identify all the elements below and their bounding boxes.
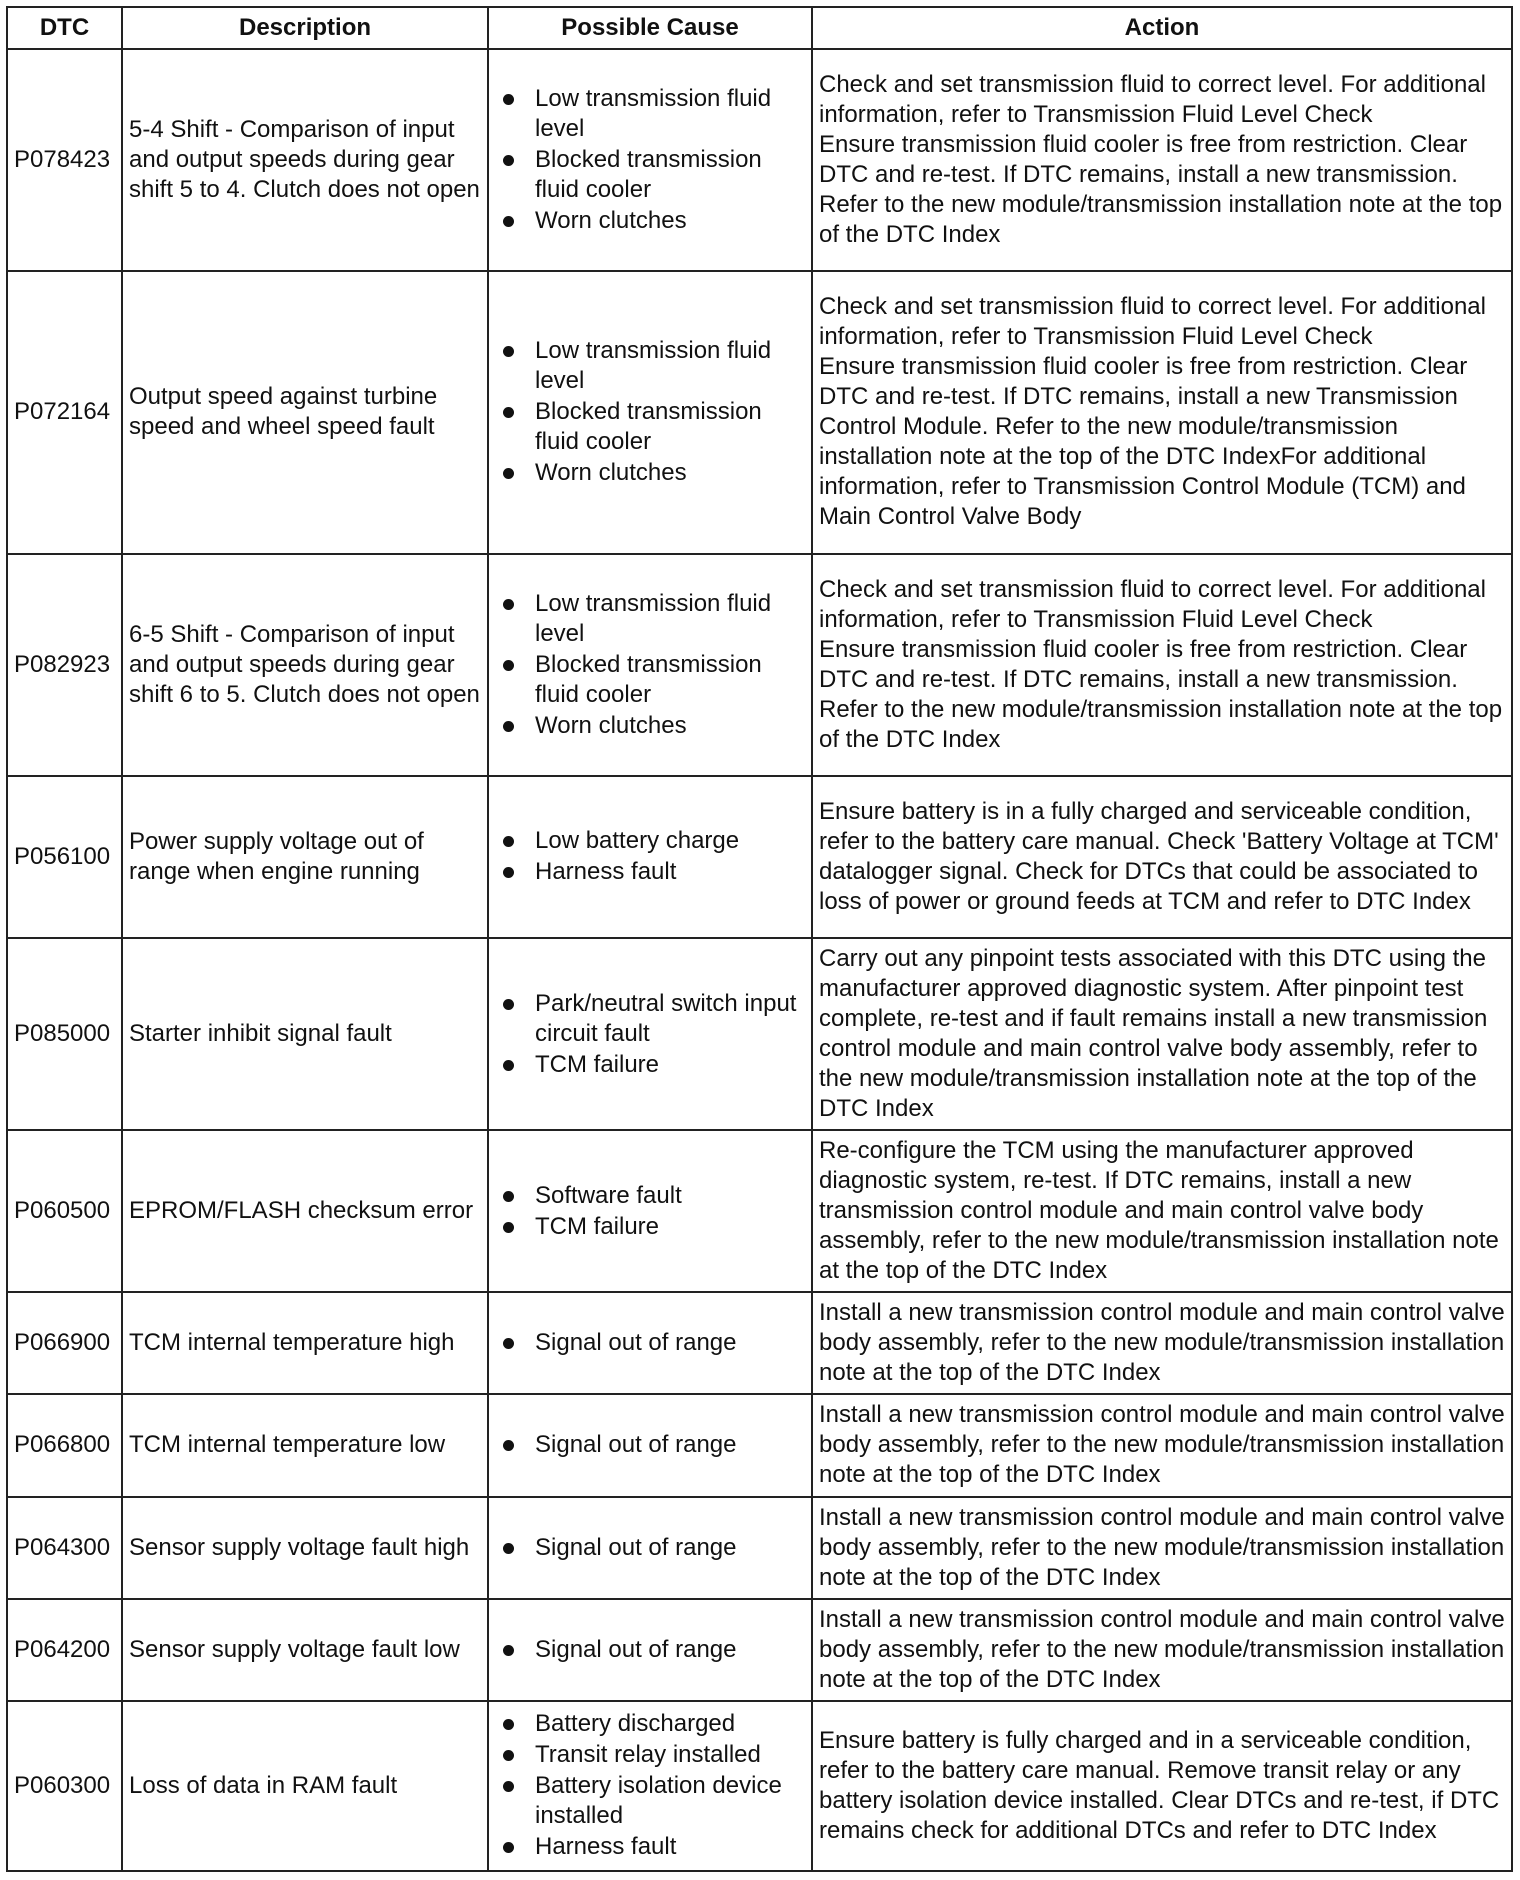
dtc-code: P085000 [7, 938, 122, 1130]
cause-item [535, 826, 805, 856]
table-row [7, 1130, 1512, 1292]
bullet-icon [503, 1440, 514, 1451]
cause-list [495, 1533, 805, 1563]
action-paragraph: Check and set transmission fluid to correct level. For additional information, refer to Transmission Fluid Level Check [819, 575, 1486, 633]
cause-list [495, 1709, 805, 1862]
bullet-icon [503, 155, 514, 166]
action-paragraph: Install a new transmission control module and main control valve body assembly, refer to the new module/transmission installation note at the top of the DTC Index [819, 1503, 1505, 1591]
bullet-icon [503, 660, 514, 671]
cause-text: Harness fault [535, 858, 677, 886]
bullet-icon [503, 999, 514, 1010]
bullet-icon [503, 1750, 514, 1761]
action-cell [812, 776, 1512, 938]
action-paragraph: Check and set transmission fluid to correct level. For additional information, refer to Transmission Fluid Level Check [819, 293, 1486, 351]
cause-text: Park/neutral switch input circuit fault [535, 989, 797, 1047]
header-action: Action [812, 7, 1512, 49]
cause-item [535, 989, 805, 1049]
cause-item [535, 145, 805, 205]
table-row [7, 49, 1512, 271]
bullet-icon [503, 1781, 514, 1792]
table-row [7, 1292, 1512, 1394]
dtc-code: P078423 [7, 49, 122, 271]
dtc-code: P060300 [7, 1701, 122, 1871]
dtc-code: P072164 [7, 271, 122, 553]
cause-text: TCM failure [535, 1050, 660, 1078]
cause-item [535, 650, 805, 710]
cause-item [535, 1832, 805, 1862]
possible-cause-cell [488, 1497, 812, 1599]
cause-text: Software fault [535, 1181, 682, 1209]
bullet-icon [503, 468, 514, 479]
cause-text: Battery discharged [535, 1710, 736, 1738]
dtc-code: P066900 [7, 1292, 122, 1394]
action-cell [812, 1130, 1512, 1292]
description-cell: 5-4 Shift - Comparison of input and output speeds during gear shift 5 to 4. Clutch does not open [122, 49, 488, 271]
description-cell: Loss of data in RAM fault [122, 1701, 488, 1871]
action-cell [812, 271, 1512, 553]
possible-cause-cell [488, 271, 812, 553]
action-cell [812, 49, 1512, 271]
dtc-code: P060500 [7, 1130, 122, 1292]
action-paragraph: Install a new transmission control module and main control valve body assembly, refer to the new module/transmission installation note at the top of the DTC Index [819, 1605, 1505, 1693]
action-paragraph: Ensure battery is in a fully charged and serviceable condition, refer to the battery care manual. Check 'Battery Voltage at TCM' datalogger signal. Check for DTCs that could be associated to loss of power or ground feeds at TCM and refer to DTC Index [819, 797, 1499, 915]
cause-list [495, 1328, 805, 1358]
bullet-icon [503, 1222, 514, 1233]
possible-cause-cell [488, 1292, 812, 1394]
possible-cause-cell [488, 938, 812, 1130]
bullet-icon [503, 346, 514, 357]
description-cell: Power supply voltage out of range when engine running [122, 776, 488, 938]
description-cell: 6-5 Shift - Comparison of input and output speeds during gear shift 6 to 5. Clutch does not open [122, 554, 488, 776]
bullet-icon [503, 407, 514, 418]
cause-item [535, 1709, 805, 1739]
cause-list [495, 1430, 805, 1460]
cause-text: TCM failure [535, 1212, 660, 1240]
cause-item [535, 589, 805, 649]
table-row [7, 1497, 1512, 1599]
cause-text: Blocked transmission fluid cooler [535, 398, 762, 456]
cause-item [535, 84, 805, 144]
action-paragraph: Carry out any pinpoint tests associated with this DTC using the manufacturer approved diagnostic system. After pinpoint test complete, re-test and if fault remains install a new transmission control module and main control valve body assembly, refer to the new module/transmission installation note at the top of the DTC Index [819, 945, 1488, 1123]
cause-text: Signal out of range [535, 1431, 737, 1459]
bullet-icon [503, 94, 514, 105]
dtc-table [6, 6, 1513, 1872]
cause-item [535, 1181, 805, 1211]
cause-item [535, 206, 805, 236]
cause-text: Signal out of range [535, 1533, 737, 1561]
table-row [7, 1599, 1512, 1701]
cause-item [535, 336, 805, 396]
bullet-icon [503, 1338, 514, 1349]
table-row [7, 938, 1512, 1130]
bullet-icon [503, 1719, 514, 1730]
dtc-code: P056100 [7, 776, 122, 938]
action-paragraph: Ensure transmission fluid cooler is free from restriction. Clear DTC and re-test. If DTC remains, install a new transmission. Refer to the new module/transmission installation note at the top of the DTC Index [819, 635, 1503, 753]
cause-text: Transit relay installed [535, 1741, 761, 1769]
dtc-code: P064300 [7, 1497, 122, 1599]
cause-text: Signal out of range [535, 1329, 737, 1357]
cause-list [495, 84, 805, 236]
action-paragraph: Ensure transmission fluid cooler is free from restriction. Clear DTC and re-test. If DTC remains, install a new Transmission Control Module. Refer to the new module/transmission installation note at the top of the DTC IndexFor additional information, refer to Transmission Control Module (TCM) and Main Control Valve Body [819, 353, 1468, 531]
cause-text: Blocked transmission fluid cooler [535, 650, 762, 708]
cause-text: Low battery charge [535, 827, 740, 855]
table-row [7, 1394, 1512, 1496]
action-cell [812, 938, 1512, 1130]
cause-list [495, 336, 805, 488]
description-cell: Sensor supply voltage fault low [122, 1599, 488, 1701]
table-row [7, 1701, 1512, 1871]
description-cell: TCM internal temperature high [122, 1292, 488, 1394]
bullet-icon [503, 1543, 514, 1554]
cause-item [535, 1212, 805, 1242]
cause-list [495, 826, 805, 887]
dtc-code: P082923 [7, 554, 122, 776]
possible-cause-cell [488, 776, 812, 938]
action-cell [812, 1599, 1512, 1701]
action-cell [812, 1497, 1512, 1599]
cause-item [535, 1050, 805, 1080]
header-description: Description [122, 7, 488, 49]
action-cell [812, 1701, 1512, 1871]
action-cell [812, 1292, 1512, 1394]
description-cell: TCM internal temperature low [122, 1394, 488, 1496]
action-paragraph: Install a new transmission control module and main control valve body assembly, refer to the new module/transmission installation note at the top of the DTC Index [819, 1299, 1505, 1387]
cause-text: Blocked transmission fluid cooler [535, 146, 762, 204]
bullet-icon [503, 836, 514, 847]
cause-item [535, 458, 805, 488]
cause-item [535, 1635, 805, 1665]
bullet-icon [503, 599, 514, 610]
possible-cause-cell [488, 554, 812, 776]
cause-text: Low transmission fluid level [535, 589, 772, 647]
action-paragraph: Install a new transmission control module and main control valve body assembly, refer to the new module/transmission installation note at the top of the DTC Index [819, 1401, 1505, 1489]
cause-list [495, 1181, 805, 1242]
description-cell: Starter inhibit signal fault [122, 938, 488, 1130]
table-row [7, 554, 1512, 776]
cause-item [535, 857, 805, 887]
cause-list [495, 1635, 805, 1665]
description-cell: EPROM/FLASH checksum error [122, 1130, 488, 1292]
cause-text: Worn clutches [535, 207, 687, 235]
possible-cause-cell [488, 1701, 812, 1871]
cause-item [535, 1771, 805, 1831]
cause-item [535, 1328, 805, 1358]
action-paragraph: Ensure battery is fully charged and in a serviceable condition, refer to the battery care manual. Remove transit relay or any battery isolation device installed. Clear DTCs and re-test, if DTC remains check for additional DTCs and refer to DTC Index [819, 1726, 1500, 1844]
cause-item [535, 1740, 805, 1770]
header-row [7, 7, 1512, 49]
cause-text: Worn clutches [535, 459, 687, 487]
cause-list [495, 989, 805, 1080]
action-paragraph: Check and set transmission fluid to correct level. For additional information, refer to Transmission Fluid Level Check [819, 71, 1486, 129]
bullet-icon [503, 867, 514, 878]
possible-cause-cell [488, 1599, 812, 1701]
description-cell: Sensor supply voltage fault high [122, 1497, 488, 1599]
cause-text: Low transmission fluid level [535, 337, 772, 395]
bullet-icon [503, 1060, 514, 1071]
header-possible-cause: Possible Cause [488, 7, 812, 49]
possible-cause-cell [488, 1394, 812, 1496]
cause-item [535, 1430, 805, 1460]
possible-cause-cell [488, 49, 812, 271]
dtc-code: P066800 [7, 1394, 122, 1496]
header-dtc: DTC [7, 7, 122, 49]
bullet-icon [503, 1645, 514, 1656]
possible-cause-cell [488, 1130, 812, 1292]
cause-text: Low transmission fluid level [535, 85, 772, 143]
bullet-icon [503, 1842, 514, 1853]
dtc-code: P064200 [7, 1599, 122, 1701]
cause-text: Signal out of range [535, 1635, 737, 1663]
action-cell [812, 1394, 1512, 1496]
cause-text: Worn clutches [535, 711, 687, 739]
cause-item [535, 711, 805, 741]
table-row [7, 271, 1512, 553]
cause-text: Battery isolation device installed [535, 1772, 782, 1830]
cause-text: Harness fault [535, 1833, 677, 1861]
description-cell: Output speed against turbine speed and wheel speed fault [122, 271, 488, 553]
cause-list [495, 589, 805, 741]
bullet-icon [503, 1191, 514, 1202]
action-paragraph: Ensure transmission fluid cooler is free from restriction. Clear DTC and re-test. If DTC remains, install a new transmission. Refer to the new module/transmission installation note at the top of the DTC Index [819, 131, 1503, 249]
cause-item [535, 397, 805, 457]
bullet-icon [503, 721, 514, 732]
action-paragraph: Re-configure the TCM using the manufacturer approved diagnostic system, re-test. If DTC remains, install a new transmission control module and main control valve body assembly, refer to the new module/transmission installation note at the top of the DTC Index [819, 1137, 1499, 1285]
bullet-icon [503, 216, 514, 227]
action-cell [812, 554, 1512, 776]
table-row [7, 776, 1512, 938]
cause-item [535, 1533, 805, 1563]
